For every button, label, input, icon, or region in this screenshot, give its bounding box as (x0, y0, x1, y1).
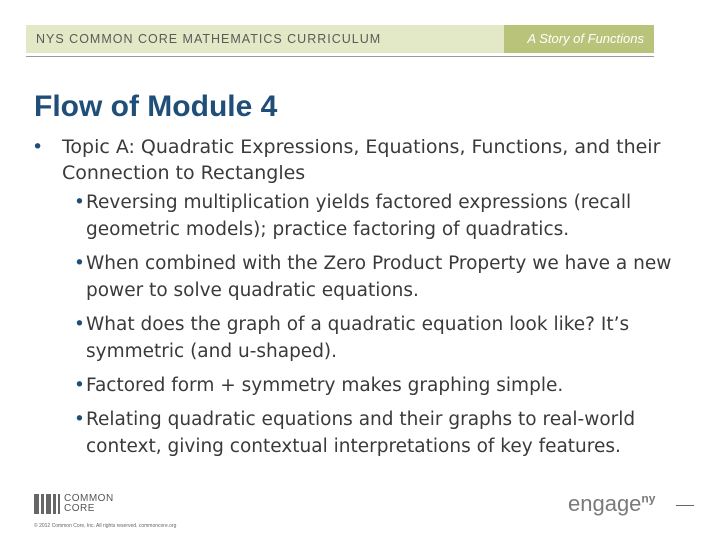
logo-line-2: CORE (64, 503, 95, 514)
ny-superscript: ny (641, 491, 656, 506)
sub-bullet-text: Reversing multiplication yields factored expressions (recall geometric models); practice factoring of quadratics. (86, 192, 632, 240)
bullet-list (30, 134, 680, 467)
sub-bullet-text: What does the graph of a quadratic equation look like? It’s symmetric (and u-shaped). (86, 314, 630, 362)
footer-divider (676, 505, 694, 506)
series-label: A Story of Functions (527, 31, 644, 46)
sub-bullet-text: When combined with the Zero Product Property we have a new power to solve quadratic equations. (86, 253, 672, 301)
sub-bullet (30, 372, 680, 399)
bullet-marker: • (74, 375, 85, 396)
sub-bullet (30, 311, 680, 365)
bullet-marker: • (74, 409, 85, 430)
header-accent-box (504, 25, 654, 53)
bullet-marker: • (32, 136, 44, 158)
bullet-marker: • (74, 314, 85, 335)
engageny-logo (568, 491, 655, 517)
sub-bullet-text: Relating quadratic equations and their graphs to real-world context, giving contextual interpretations of key features. (86, 409, 636, 457)
topic-text: Topic A: Quadratic Expressions, Equations, Functions, and their Connection to Rectangles (62, 136, 661, 184)
sub-bullet (30, 406, 680, 460)
sub-bullet-text: Factored form + symmetry makes graphing simple. (86, 375, 564, 396)
common-core-logo (34, 494, 134, 516)
logo-line-1: COMMON (64, 493, 114, 504)
sub-bullet (30, 250, 680, 304)
bullet-marker: • (74, 253, 85, 274)
header-divider (26, 56, 654, 57)
bullet-marker: • (74, 192, 85, 213)
topic-bullet (30, 134, 680, 186)
logo-text (64, 494, 114, 514)
copyright-notice: © 2012 Common Core, Inc. All rights reserved. commoncore.org (34, 523, 177, 529)
header-band (26, 25, 654, 53)
curriculum-label: NYS COMMON CORE MATHEMATICS CURRICULUM (36, 32, 382, 46)
page-title: Flow of Module 4 (34, 90, 278, 123)
sub-bullet (30, 189, 680, 243)
engage-wordmark: engage (568, 491, 642, 516)
